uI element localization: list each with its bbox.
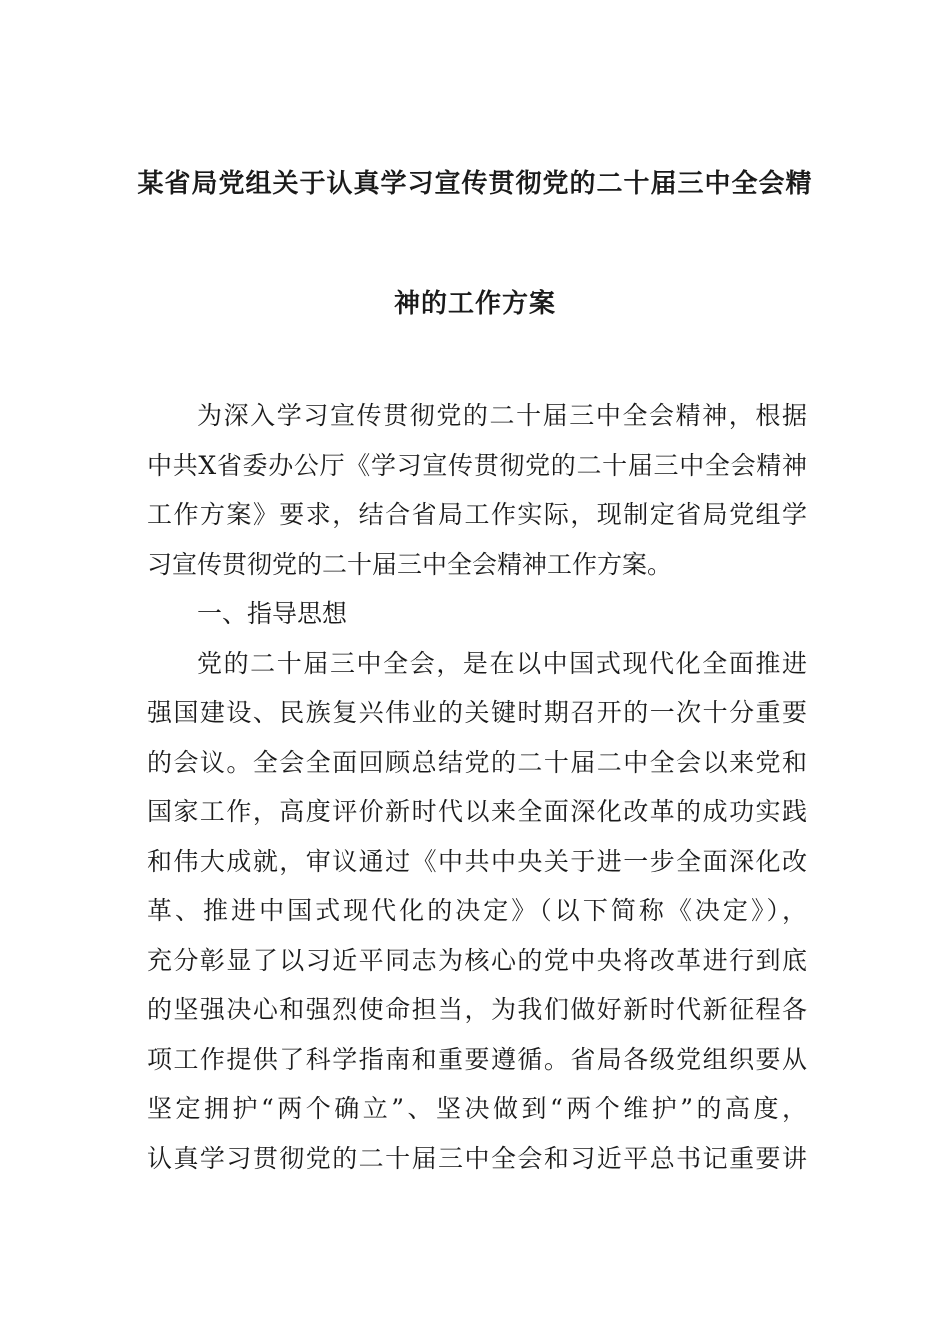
paragraph-line: 认真学习贯彻党的二十届三中全会和习近平总书记重要讲 [147,1143,807,1173]
paragraph-line: 为深入学习宣传贯彻党的二十届三中全会精神，根据 [197,401,807,430]
paragraph-line: 工作方案》要求，结合省局工作实际，现制定省局党组学 [147,500,807,529]
paragraph-line: 革、推进中国式现代化的决定》（以下简称《决定》）， [147,896,807,925]
paragraph-line: 的会议。全会全面回顾总结党的二十届二中全会以来党和 [147,747,807,777]
paragraph-line: 中共X省委办公厅《学习宣传贯彻党的二十届三中全会精神 [147,450,807,480]
paragraph-line: 的坚强决心和强烈使命担当，为我们做好新时代新征程各 [147,995,807,1024]
document-title-line-1: 某省局党组关于认真学习宣传贯彻党的二十届三中全会精 [137,169,813,199]
paragraph-line: 和伟大成就，审议通过《中共中央关于进一步全面深化改 [147,846,807,876]
paragraph-line: 国家工作，高度评价新时代以来全面深化改革的成功实践 [147,797,807,826]
paragraph-line: 强国建设、民族复兴伟业的关键时期召开的一次十分重要 [147,698,807,727]
paragraph-line: 党的二十届三中全会，是在以中国式现代化全面推进 [197,648,807,678]
paragraph-line: 坚定拥护“两个确立”、坚决做到“两个维护”的高度， [147,1094,807,1123]
document-body [147,396,807,1188]
paragraph-line: 充分彰显了以习近平同志为核心的党中央将改革进行到底 [147,945,807,975]
section-heading: 一、指导思想 [197,599,348,628]
document-title-line-2: 神的工作方案 [393,289,556,319]
paragraph-line: 习宣传贯彻党的二十届三中全会精神工作方案。 [147,549,673,579]
paragraph-line: 项工作提供了科学指南和重要遵循。省局各级党组织要从 [147,1044,807,1074]
